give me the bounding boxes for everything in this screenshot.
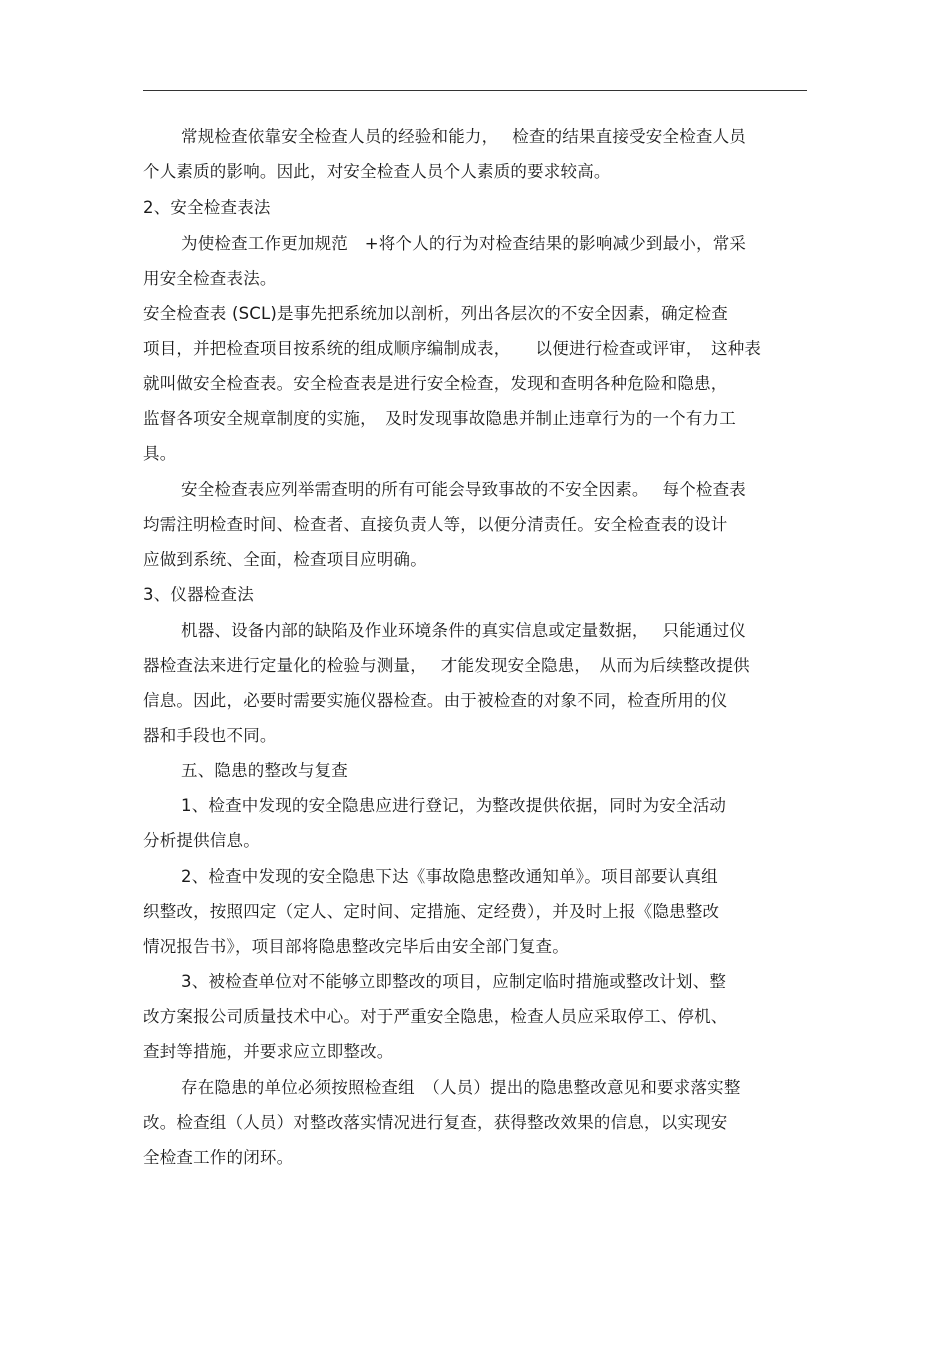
paragraph-line: 改方案报公司质量技术中心。对于严重安全隐患，检查人员应采取停工、停机、 [143, 1007, 728, 1026]
paragraph-line: 为使检查工作更加规范 +将个人的行为对检查结果的影响减少到最小，常采 [181, 234, 747, 253]
header-rule [143, 90, 807, 91]
paragraph-line: 安全检查表 (SCL)是事先把系统加以剖析，列出各层次的不安全因素，确定检查 [143, 304, 728, 323]
section-heading: 3、仪器检查法 [143, 585, 254, 604]
paragraph-line: 个人素质的影响。因此，对安全检查人员个人素质的要求较高。 [143, 162, 611, 181]
paragraph-line: 常规检查依靠安全检查人员的经验和能力， 检查的结果直接受安全检查人员 [181, 127, 746, 146]
paragraph-line: 项目，并把检查项目按系统的组成顺序编制成表， 以便进行检查或评审， 这种表 [143, 339, 762, 358]
paragraph-line: 机器、设备内部的缺陷及作业环境条件的真实信息或定量数据， 只能通过仪 [181, 621, 746, 640]
paragraph-line: 1、检查中发现的安全隐患应进行登记，为整改提供依据，同时为安全活动 [181, 796, 727, 815]
section-heading: 五、隐患的整改与复查 [181, 761, 348, 780]
paragraph-line: 存在隐患的单位必须按照检查组 （人员）提出的隐患整改意见和要求落实整 [181, 1078, 741, 1097]
section-heading: 2、安全检查表法 [143, 198, 271, 217]
paragraph-line: 器检查法来进行定量化的检验与测量， 才能发现安全隐患， 从而为后续整改提供 [143, 656, 750, 675]
paragraph-line: 情况报告书》，项目部将隐患整改完毕后由安全部门复查。 [143, 937, 569, 956]
paragraph-line: 改。检查组（人员）对整改落实情况进行复查，获得整改效果的信息，以实现安 [143, 1113, 728, 1132]
paragraph-line: 应做到系统、全面，检查项目应明确。 [143, 550, 427, 569]
paragraph-line: 具。 [143, 444, 177, 463]
paragraph-line: 信息。因此，必要时需要实施仪器检查。由于被检查的对象不同，检查所用的仪 [143, 691, 728, 710]
paragraph-line: 查封等措施，并要求应立即整改。 [143, 1042, 394, 1061]
paragraph-line: 3、被检查单位对不能够立即整改的项目，应制定临时措施或整改计划、整 [181, 972, 727, 991]
paragraph-line: 监督各项安全规章制度的实施， 及时发现事故隐患并制止违章行为的一个有力工 [143, 409, 736, 428]
paragraph-line: 全检查工作的闭环。 [143, 1148, 294, 1167]
paragraph-line: 就叫做安全检查表。安全检查表是进行安全检查，发现和查明各种危险和隐患， [143, 374, 728, 393]
paragraph-line: 分析提供信息。 [143, 831, 260, 850]
paragraph-line: 均需注明检查时间、检查者、直接负责人等，以便分清责任。安全检查表的设计 [143, 515, 728, 534]
paragraph-line: 器和手段也不同。 [143, 726, 277, 745]
paragraph-line: 织整改，按照四定（定人、定时间、定措施、定经费），并及时上报《隐患整改 [143, 902, 720, 921]
paragraph-line: 2、检查中发现的安全隐患下达《事故隐患整改通知单》。项目部要认真组 [181, 867, 718, 886]
paragraph-line: 用安全检查表法。 [143, 269, 277, 288]
paragraph-line: 安全检查表应列举需查明的所有可能会导致事故的不安全因素。 每个检查表 [181, 480, 746, 499]
